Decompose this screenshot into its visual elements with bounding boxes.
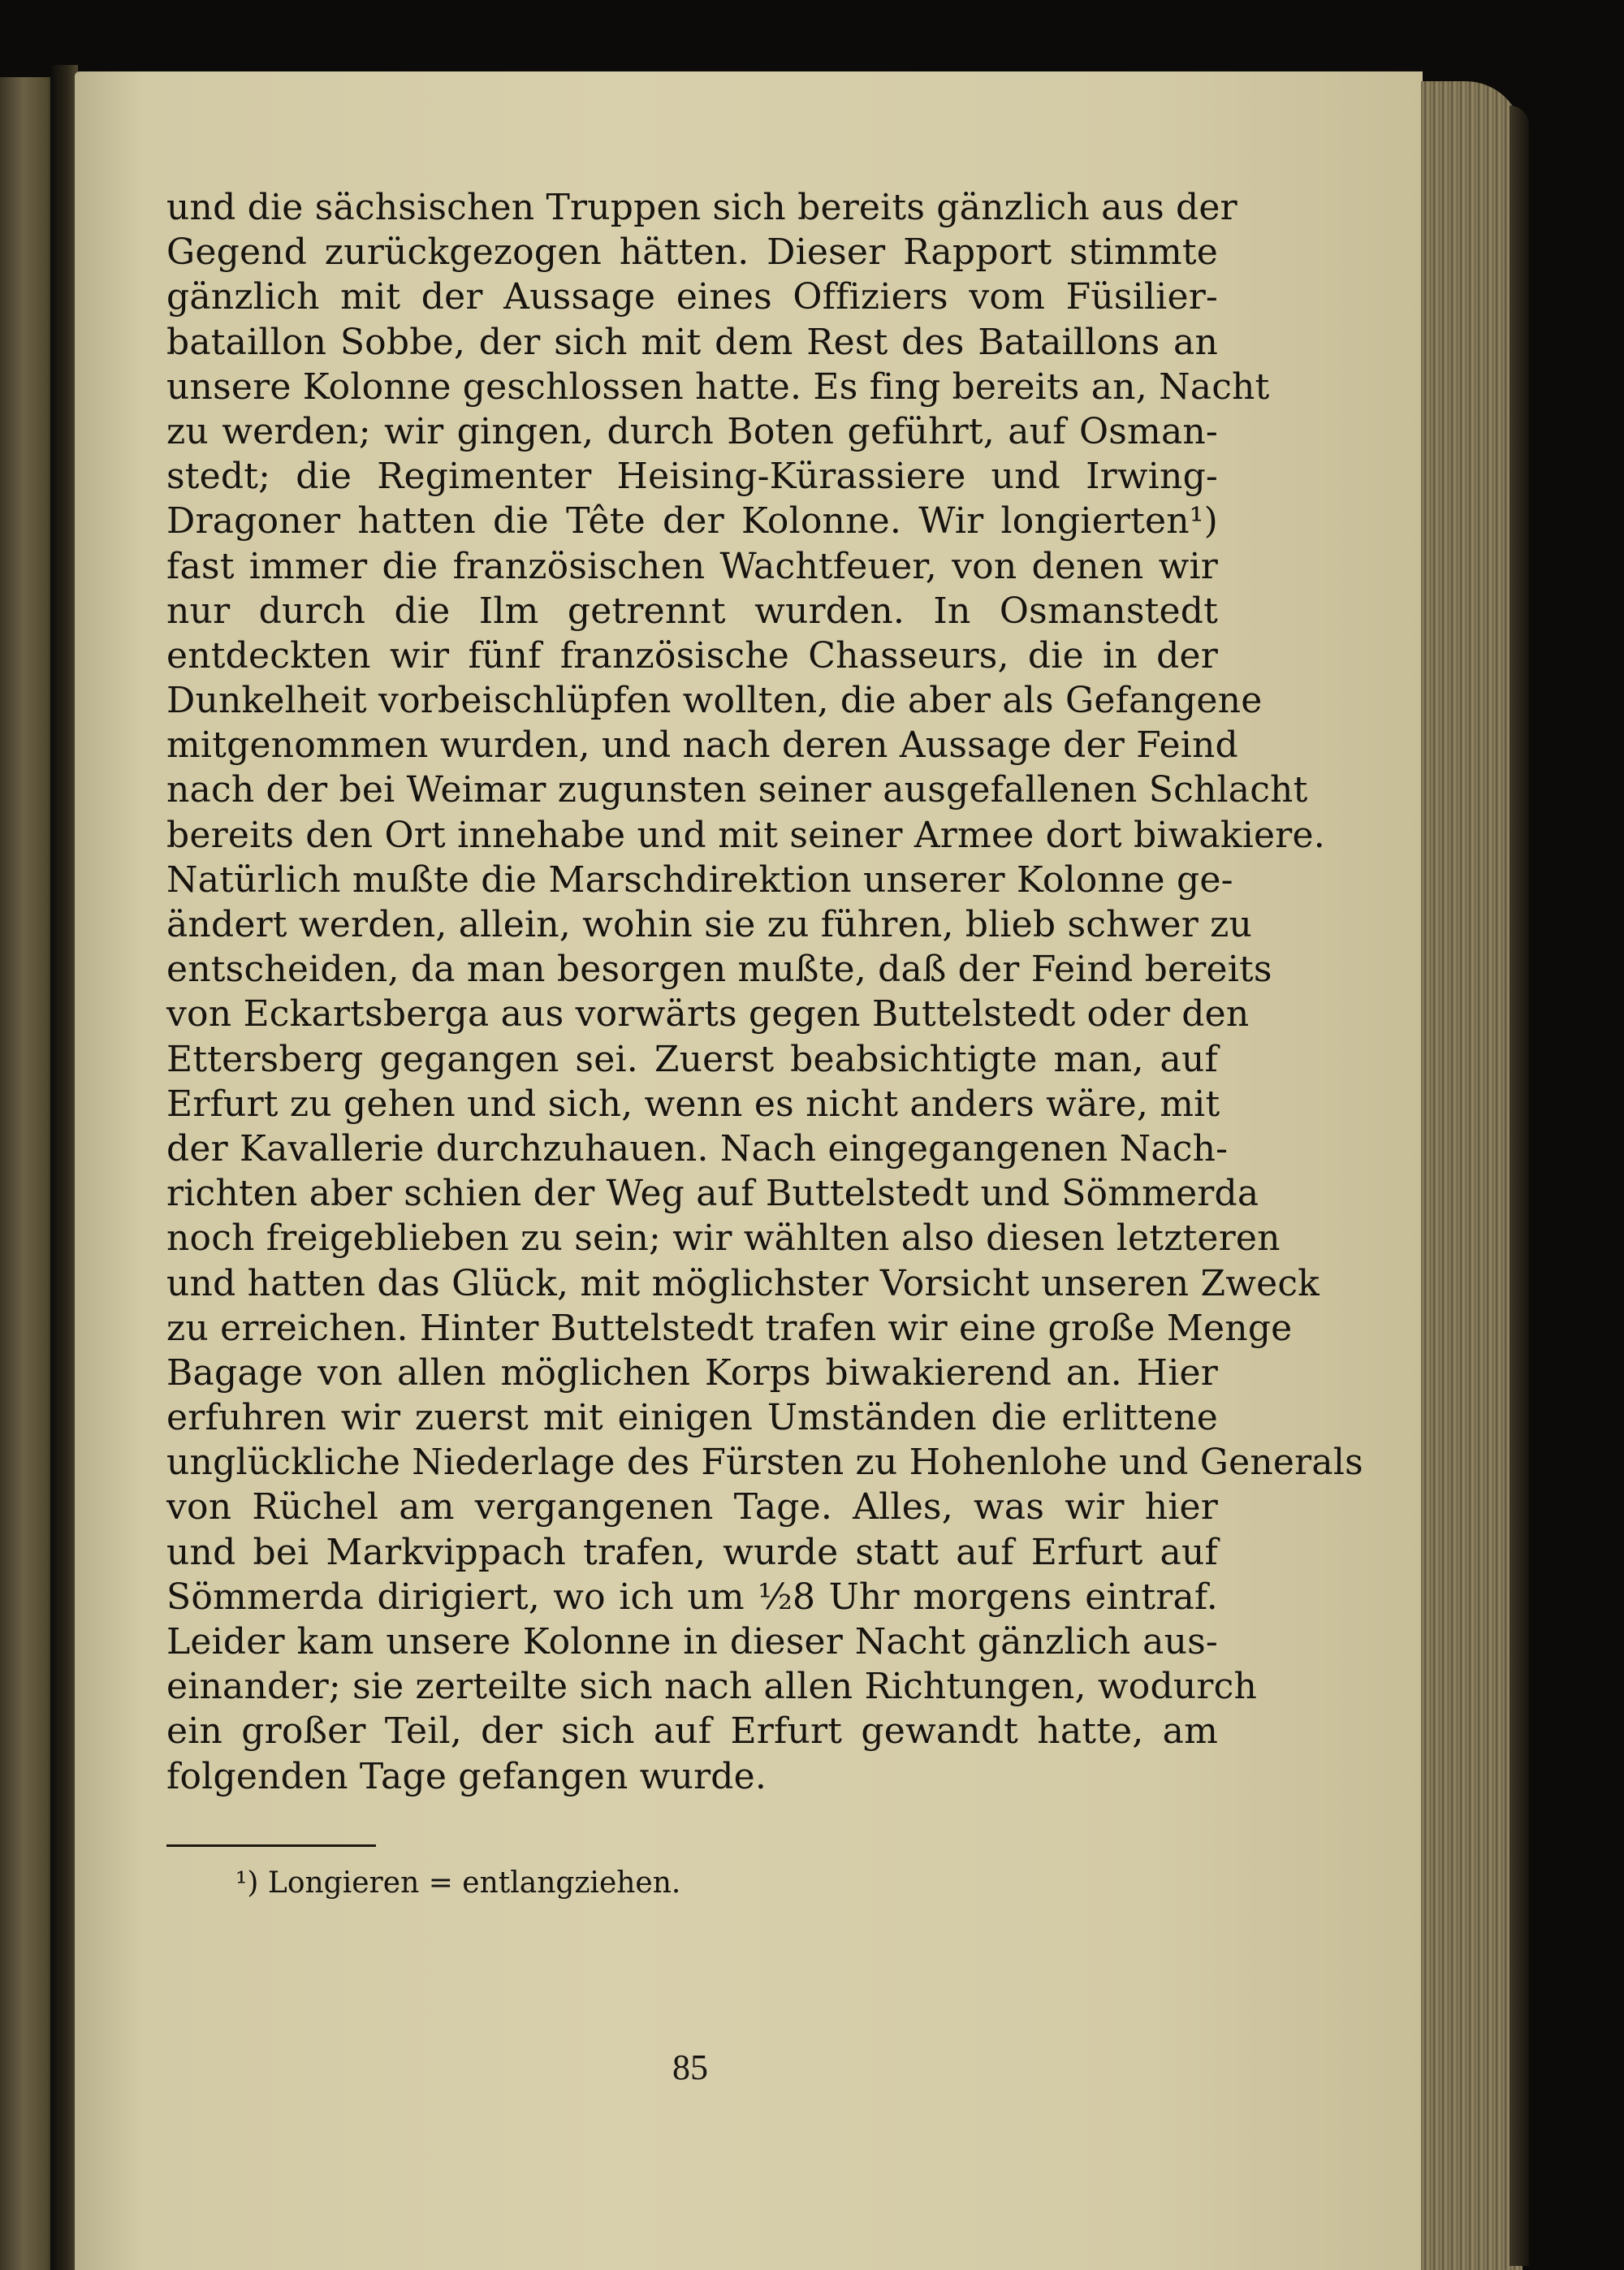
- text-line: ein großer Teil, der sich auf Erfurt gewandt hatte, am: [166, 1710, 1218, 1753]
- text-line: Dragoner hatten die Tête der Kolonne. Wir longierten¹): [166, 500, 1218, 543]
- page-stack-edges: [1421, 81, 1522, 2270]
- text-line: und die sächsischen Truppen sich bereits gänzlich aus der: [166, 187, 1237, 228]
- text-line: folgenden Tage gefangen wurde.: [166, 1755, 767, 1797]
- text-line: fast immer die französischen Wachtfeuer, von denen wir: [166, 545, 1218, 587]
- text-line: und hatten das Glück, mit möglichster Vorsicht unseren Zweck: [166, 1262, 1320, 1304]
- text-line: unglückliche Niederlage des Fürsten zu Hohenlohe und Generals: [166, 1442, 1363, 1484]
- text-line: ändert werden, allein, wohin sie zu führen, blieb schwer zu: [166, 904, 1253, 945]
- footnote: ¹) Longieren = entlangziehen.: [235, 1866, 681, 1900]
- page-number: 85: [672, 2047, 708, 2087]
- text-line: nur durch die Ilm getrennt wurden. In Osmanstedt: [166, 590, 1218, 632]
- text-line: der Kavallerie durchzuhauen. Nach eingegangenen Nach-: [166, 1127, 1229, 1170]
- text-line: richten aber schien der Weg auf Buttelstedt und Sömmerda: [166, 1173, 1259, 1215]
- text-line: von Eckartsberga aus vorwärts gegen Buttelstedt oder den: [166, 993, 1250, 1036]
- text-line: gänzlich mit der Aussage eines Offiziers vom Füsilier-: [166, 276, 1218, 318]
- text-line: Erfurt zu gehen und sich, wenn es nicht anders wäre, mit: [166, 1083, 1220, 1125]
- text-line: Ettersberg gegangen sei. Zuerst beabsichtigte man, auf: [166, 1038, 1218, 1080]
- text-line: Natürlich mußte die Marschdirektion unserer Kolonne ge-: [166, 858, 1233, 901]
- text-line: Dunkelheit vorbeischlüpfen wollten, die aber als Gefangene: [166, 680, 1263, 722]
- text-line: bataillon Sobbe, der sich mit dem Rest des Bataillons an: [166, 321, 1218, 363]
- text-line: unsere Kolonne geschlossen hatte. Es fing bereits an, Nacht: [166, 365, 1270, 408]
- text-line: Gegend zurückgezogen hätten. Dieser Rapport stimmte: [166, 231, 1218, 274]
- text-line: zu erreichen. Hinter Buttelstedt trafen wir eine große Menge: [166, 1307, 1293, 1349]
- text-line: nach der bei Weimar zugunsten seiner ausgefallenen Schlacht: [166, 769, 1308, 811]
- text-line: zu werden; wir gingen, durch Boten geführt, auf Osman-: [166, 410, 1218, 452]
- text-line: und bei Markvippach trafen, wurde statt auf Erfurt auf: [166, 1531, 1218, 1573]
- text-line: Bagage von allen möglichen Korps biwakierend an. Hier: [166, 1351, 1218, 1394]
- footnote-divider: [166, 1844, 376, 1847]
- text-line: Leider kam unsere Kolonne in dieser Nacht gänzlich aus-: [166, 1621, 1218, 1663]
- text-line: stedt; die Regimenter Heising-Kürassiere und Irwing-: [166, 456, 1218, 498]
- text-line: einander; sie zerteilte sich nach allen Richtungen, wodurch: [166, 1666, 1257, 1708]
- book-gutter: [50, 65, 78, 2270]
- text-line: erfuhren wir zuerst mit einigen Umständen die erlittene: [166, 1397, 1218, 1439]
- text-line: von Rüchel am vergangenen Tage. Alles, was wir hier: [166, 1486, 1218, 1528]
- text-line: noch freigeblieben zu sein; wir wählten also diesen letzteren: [166, 1217, 1281, 1260]
- text-line: entdeckten wir fünf französische Chasseurs, die in der: [166, 634, 1218, 677]
- text-line: entscheiden, da man besorgen mußte, daß der Feind bereits: [166, 949, 1272, 991]
- text-line: Sömmerda dirigiert, wo ich um ½8 Uhr morgens eintraf.: [166, 1576, 1218, 1618]
- text-line: mitgenommen wurden, und nach deren Aussage der Feind: [166, 724, 1238, 767]
- body-text: [166, 185, 1363, 1799]
- text-line: bereits den Ort innehabe und mit seiner Armee dort biwakiere.: [166, 814, 1325, 856]
